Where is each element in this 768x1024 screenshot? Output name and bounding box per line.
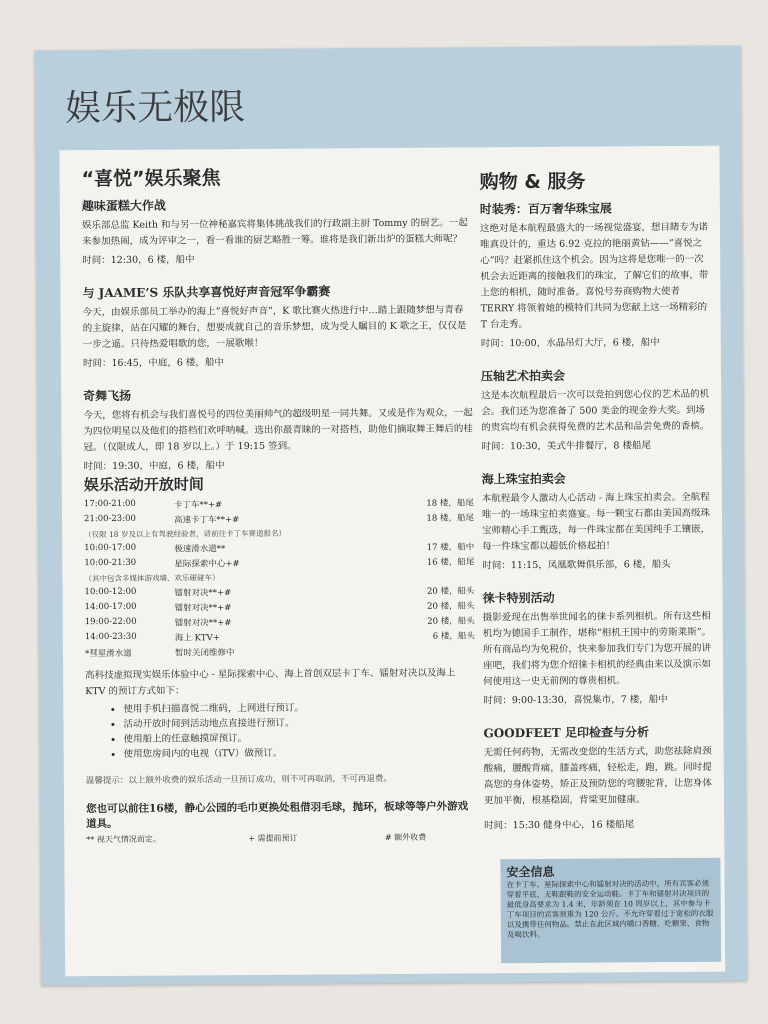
schedule-location: 20 楼，船头 — [427, 600, 475, 612]
service-section — [480, 199, 713, 350]
schedule-location: 16 楼，船尾 — [426, 556, 475, 568]
schedule-time: 10:00-12:00 — [84, 586, 137, 597]
schedule-location: 17 楼，船中 — [426, 541, 475, 553]
schedule-location: 18 楼，船尾 — [426, 512, 475, 524]
schedule-heading: 娱乐活动开放时间 — [83, 475, 204, 495]
legend-booking: + 需提前预订 — [248, 833, 298, 844]
schedule-activity: 镭射对决**+# — [174, 587, 232, 599]
schedule-location — [365, 642, 475, 658]
schedule-note: （仅限 18 岁及以上有驾驶经验者，请前往卡丁车赛道报名） — [84, 528, 286, 539]
service-time: 时间：10:30，美式牛排餐厅，8 楼船尾 — [481, 440, 652, 453]
schedule-table — [84, 494, 475, 660]
event-time: 时间：19:30，中庭，6 楼，船中 — [83, 460, 225, 473]
service-title: 徕卡特别活动 — [482, 590, 555, 606]
schedule-activity: 暂时关闭维修中 — [174, 647, 235, 659]
event-title: 趣味蛋糕大作战 — [81, 198, 166, 214]
event-section — [82, 194, 472, 266]
outdoor-games-note: 您也可以前往16楼，静心公园的毛巾更换处租借羽毛球，抛环，板球等等户外游戏道具。 — [86, 800, 469, 831]
schedule-activity: 高速卡丁车**+# — [173, 514, 240, 526]
schedule-location: 18 楼，船尾 — [426, 497, 474, 509]
reminder-note: 温馨提示：以上额外收费的娱乐活动一旦预订成功，则不可再取消，不可再退费。 — [85, 774, 392, 787]
service-body: 这是本次航程最后一次可以竞拍到您心仪的艺术品的机会。我们还为您准备了 500 美金的现金券大奖。到场的贵宾均有机会获得免费的艺术品和品尝免费的香槟。 — [481, 388, 710, 434]
page-title: 娱乐无极限 — [65, 87, 246, 130]
schedule-time: 14:00-23:30 — [84, 631, 137, 642]
schedule-activity: 海上 KTV+ — [174, 632, 220, 644]
event-body: 今天，您将有机会与我们喜悦号的四位美丽帅气的超级明星一同共舞。又或是作为观众，一起为四位明星以及他们的搭档们欢呼呐喊。选出你最青睐的一对搭档，助他们摘取舞王舞后的桂冠。（仅限成人，即 18 岁以上。）于 19:15 签到。 — [83, 407, 473, 454]
schedule-row — [85, 642, 475, 660]
schedule-activity: 星际探索中心+# — [174, 558, 240, 570]
event-section — [82, 281, 473, 369]
safety-title: 安全信息 — [506, 864, 555, 880]
schedule-time: *彗星滑水道 — [84, 648, 132, 659]
right-column — [480, 166, 717, 850]
service-time: 时间：11:15，凤凰歌舞俱乐部，6 楼，船头 — [482, 559, 671, 572]
service-body: 这绝对是本航程最盛大的一场视觉盛宴，想目睹专为诺唯真设计的，重达 6.92 克拉的艳丽黄钻——“喜悦之心”吗？赶紧抓住这个机会。因为这将是您唯一的一次机会去近距离的接触我们的珠宝，了解它们的故事，带上您的相机，随时准备。喜悦号券商购物大使者 TERRY 将领着她的模特们共同为您献上这一场精彩的 T 台走秀。 — [479, 221, 709, 331]
event-title: 与 JAAME’S 乐队共享喜悦好声音冠军争霸赛 — [82, 284, 331, 301]
entertainment-heading: “喜悦”娱乐聚焦 — [81, 167, 221, 191]
legend-weather: ** 视天气情况而定。 — [86, 834, 161, 845]
schedule-time: 21:00-23:00 — [83, 513, 136, 524]
service-time: 时间：9:00-13:30，喜悦集市，7 楼，船中 — [483, 694, 668, 707]
schedule-activity: 镭射对决**+# — [174, 602, 232, 614]
schedule-location: 20 楼，船头 — [426, 585, 475, 597]
event-body: 今天，由娱乐部员工举办的海上“喜悦好声音”，K 歌比赛火热进行中…踏上跟随梦想与青春的主旋律，站在闪耀的舞台，想要成就自己的音乐梦想，成为受人瞩目的 K 歌之王，仅仅是一步之遥。只待热爱唱歌的您，一展歌喉！ — [82, 304, 467, 351]
shopping-heading: 购物 & 服务 — [479, 170, 586, 194]
schedule-time: 10:00-21:30 — [84, 557, 137, 568]
service-section — [483, 723, 716, 832]
event-time: 时间：12:30，6 楼，船中 — [82, 254, 195, 267]
service-section — [483, 588, 716, 707]
service-title: GOODFEET 足印检查与分析 — [483, 725, 650, 741]
list-item: • 使用手机扫描喜悦二维码，上网进行预订。 — [123, 699, 475, 716]
safety-body: 在卡丁车、星际探索中心和镭射对决的活动中，所有宾客必须穿着平底、无鞋跟鞋的安全运动鞋。卡丁车和镭射对决项目的最低身高要求为 1.4 米，年龄须在 10 周岁以上，其中参与卡丁车项目的宾客须重为 120 公斤。不允许穿着过于宽松的衣服以及携带任何物品。禁止在此区域内嚼口香糖、吃糖果、食物及喝饮料。 — [506, 878, 714, 940]
legend — [86, 831, 476, 845]
service-body: 本航程最令人激动人心活动 - 海上珠宝拍卖会。全航程唯一的一场珠宝拍卖盛宴。每一颗宝石都由美国高级珠宝师精心手工甄选，每一件珠宝都在美国纯手工镶嵌，每一件珠宝都以超低价格起拍！ — [481, 491, 711, 553]
service-body: 摄影爱现在出售举世闻名的徕卡系列相机。所有这些相机均为德国手工制作，堪称“相机王国中的劳斯莱斯”。所有商品均为免税价，快来参加我们专门为您开展的讲座吧，我们将为您介绍徕卡相机的经典由来以及演示如何使用这一史无前例的尊贵相机。 — [482, 610, 712, 688]
content-sheet — [59, 146, 725, 977]
event-time: 时间：16:45，中庭，6 楼，船中 — [82, 357, 224, 370]
event-title: 奇舞飞扬 — [83, 388, 132, 404]
schedule-time: 14:00-17:00 — [84, 601, 137, 612]
schedule-time: 10:00-17:00 — [84, 542, 137, 553]
event-section — [83, 384, 474, 472]
service-body: 无需任何药物，无需改变您的生活方式，助您祛除肩颈酸痛，腰酸背痛，膝盖疼痛，轻松走，跑，跳。同时提高您的身体姿势，矫正及预防您的弯腰驼背，让您身体更加平衡，根基稳固，背梁更加健康。 — [483, 745, 712, 807]
schedule-location: 20 楼，船头 — [427, 615, 475, 627]
schedule-location: 6 楼，船头 — [432, 630, 475, 642]
service-title: 时装秀：百万奢华珠宝展 — [479, 201, 612, 217]
service-title: 海上珠宝拍卖会 — [481, 471, 566, 487]
printed-page — [35, 46, 748, 986]
service-section — [482, 469, 715, 572]
schedule-activity: 极速滑水道** — [174, 543, 226, 555]
event-body: 娱乐部总监 Keith 和与另一位神秘嘉宾将集体挑战我们的行政副主厨 Tommy 的厨艺。一起来参加热闹，成为评审之一，看一看谁的厨艺略胜一筹。谁将是我们新出炉的蛋糕大师呢？ — [81, 217, 468, 248]
schedule-note: （其中包含多媒体游戏墙、欢乐碰碰车） — [84, 572, 220, 583]
service-section — [481, 366, 714, 453]
booking-intro: 高科技虚拟现实娱乐体验中心 - 星际探索中心、海上首创双层卡丁车、镭射对决以及海上 KTV 的预订方式如下： — [85, 667, 456, 698]
schedule-activity: 镭射对决**+# — [174, 617, 232, 629]
safety-info-box — [500, 858, 721, 964]
booking-methods-list — [85, 699, 475, 762]
schedule-time: 19:00-22:00 — [84, 616, 137, 627]
service-time: 时间：15:30 健身中心，16 楼船尾 — [484, 819, 635, 832]
service-title: 压轴艺术拍卖会 — [480, 368, 566, 384]
list-item: • 活动开放时间到活动地点直接进行预订。 — [123, 714, 475, 731]
service-time: 时间：10:00，水晶吊灯大厅，6 楼，船中 — [480, 337, 660, 350]
legend-charge: # 额外收费 — [384, 832, 427, 843]
left-column — [82, 161, 477, 845]
list-item: • 使用船上的任意触摸屏预订。 — [124, 729, 476, 746]
list-item: • 使用您房间内的电视（iTV）做预订。 — [124, 744, 476, 761]
schedule-activity: 卡丁车**+# — [173, 499, 223, 511]
schedule-time: 17:00-21:00 — [83, 498, 136, 509]
